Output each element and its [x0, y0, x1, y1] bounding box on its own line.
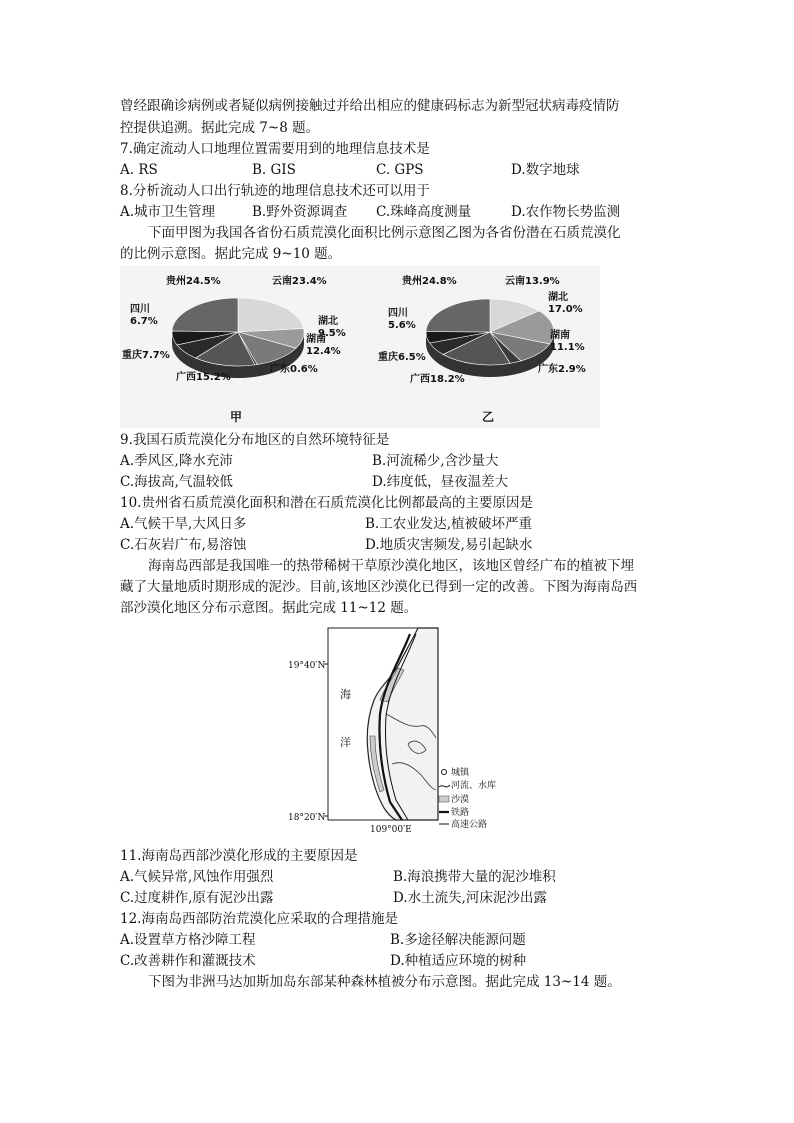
q11-option-d: D.水土流失,河床泥沙出露 [393, 890, 547, 906]
pie-1-label-广东: 广东2.9% [538, 364, 586, 375]
intro3-line-3: 部沙漠化地区分布示意图。据此完成 11~12 题。 [120, 600, 418, 616]
pie-0-slice-贵州 [172, 298, 238, 332]
pie-1-label-湖北: 湖北 17.0% [548, 292, 583, 315]
pie-0-label-广西: 广西15.2% [176, 372, 231, 383]
q10-option-c: C.石灰岩广布,易溶蚀 [120, 537, 247, 553]
q8-option-d: D.农作物长势监测 [511, 204, 621, 220]
sea-label-1: 海 [340, 688, 351, 701]
question-10-stem: 10.贵州省石质荒漠化面积和潜在石质荒漠化比例都最高的主要原因是 [120, 495, 533, 511]
q10-option-a: A.气候干旱,大风日多 [120, 516, 247, 532]
q12-option-a: A.设置草方格沙障工程 [120, 932, 256, 948]
lon-label: 109°00′E [370, 825, 412, 835]
pie-1-slice-贵州 [426, 299, 490, 332]
pie-1-label-湖南: 湖南 11.1% [550, 330, 585, 353]
intro-line-2: 控提供追溯。据此完成 7~8 题。 [120, 120, 320, 136]
pie-0-label-四川: 四川 6.7% [130, 304, 158, 327]
q12-option-d: D.种植适应环境的树种 [390, 953, 527, 969]
question-9-stem: 9.我国石质荒漠化分布地区的自然环境特征是 [120, 432, 390, 448]
town-legend-icon [442, 770, 447, 775]
pie-0-slice-云南 [238, 298, 304, 332]
q11-option-a: A.气候异常,风蚀作用强烈 [120, 869, 274, 885]
legend-town: 城镇 [451, 768, 470, 778]
pie-1-label-重庆: 重庆6.5% [378, 352, 426, 363]
q10-option-d: D.地质灾害频发,易引起缺水 [365, 537, 533, 553]
pie-0-label-贵州: 贵州24.5% [166, 276, 221, 287]
lat-top-label: 19°40′N [288, 661, 326, 671]
pie-1-label-四川: 四川 5.6% [388, 308, 416, 331]
hainan-map-figure [280, 624, 520, 836]
pie-0-label-湖北: 湖北 9.5% [318, 316, 346, 339]
river-legend-icon [439, 785, 450, 787]
legend-desert: 沙漠 [451, 795, 470, 805]
sea-label-2: 洋 [340, 736, 351, 749]
chart-caption-yi: 乙 [482, 410, 495, 424]
q10-option-b: B.工农业发达,植被破坏严重 [365, 516, 533, 532]
intro-line-1: 曾经跟确诊病例或者疑似病例接触过并给出相应的健康码标志为新型冠状病毒疫情防 [120, 98, 620, 114]
legend-highway: 高速公路 [451, 820, 488, 830]
chart-caption-jia: 甲 [230, 410, 243, 424]
q11-option-b: B.海浪携带大量的泥沙堆积 [393, 869, 556, 885]
q9-option-b: B.河流稀少,含沙量大 [372, 453, 499, 469]
pie-1-label-贵州: 贵州24.8% [402, 276, 457, 287]
map-legend [439, 766, 496, 830]
pie-0-label-云南: 云南23.4% [272, 276, 327, 287]
intro2-line-1: 下面甲图为我国各省份石质荒漠化面积比例示意图乙图为各省份潜在石质荒漠化 [148, 225, 621, 241]
lat-bottom-label: 18°20′N [288, 813, 326, 823]
q7-option-c: C. GPS [376, 162, 424, 178]
pie-0-label-湖南: 湖南 12.4% [306, 334, 341, 357]
question-12-stem: 12.海南岛西部防治荒漠化应采取的合理措施是 [120, 911, 398, 927]
legend-river: 河流、水库 [451, 781, 497, 791]
intro3-line-1: 海南岛西部是我国唯一的热带稀树干草原沙漠化地区，该地区曾经广布的植被下埋 [148, 558, 634, 574]
legend-railway: 铁路 [451, 808, 470, 818]
q11-option-c: C.过度耕作,原有泥沙出露 [120, 890, 274, 906]
desert-legend-icon [439, 796, 449, 802]
intro3-line-2: 藏了大量地质时期形成的泥沙。目前,该地区沙漠化已得到一定的改善。下图为海南岛西 [120, 579, 638, 595]
pie-charts [120, 266, 600, 428]
pie-1-label-广西: 广西18.2% [410, 374, 465, 385]
q8-option-c: C.珠峰高度测量 [376, 204, 472, 220]
pie-0-label-重庆: 重庆7.7% [122, 350, 170, 361]
q7-option-b: B. GIS [252, 162, 296, 178]
q8-option-a: A.城市卫生管理 [120, 204, 216, 220]
q9-option-c: C.海拔高,气温较低 [120, 474, 233, 490]
pie-0-label-广东: 广东0.6% [270, 364, 318, 375]
question-7-stem: 7.确定流动人口地理位置需要用到的地理信息技术是 [120, 141, 430, 157]
intro2-line-2: 的比例示意图。据此完成 9~10 题。 [120, 246, 342, 262]
q7-option-d: D.数字地球 [511, 162, 580, 178]
q12-option-b: B.多途径解决能源问题 [390, 932, 526, 948]
pie-1-label-云南: 云南13.9% [505, 276, 560, 287]
pie-chart-figure [120, 266, 600, 428]
outro-line: 下图为非洲马达加斯加岛东部某种森林植被分布示意图。据此完成 13~14 题。 [148, 974, 621, 990]
question-11-stem: 11.海南岛西部沙漠化形成的主要原因是 [120, 848, 358, 864]
q8-option-b: B.野外资源调查 [252, 204, 348, 220]
q12-option-c: C.改善耕作和灌溉技术 [120, 953, 256, 969]
hainan-map [280, 624, 520, 836]
q9-option-d: D.纬度低，昼夜温差大 [372, 474, 509, 490]
question-8-stem: 8.分析流动人口出行轨迹的地理信息技术还可以用于 [120, 183, 430, 199]
q7-option-a: A. RS [120, 162, 158, 178]
q9-option-a: A.季风区,降水充沛 [120, 453, 233, 469]
